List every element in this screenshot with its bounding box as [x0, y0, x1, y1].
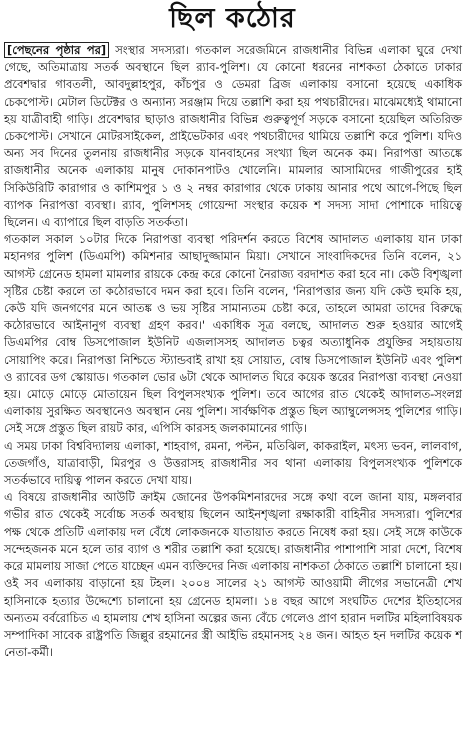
continuation-tag: [পেছনের পৃষ্ঠার পর] [4, 42, 109, 58]
article-body [4, 42, 462, 661]
newspaper-clipping [0, 2, 465, 740]
lead-paragraph [4, 42, 462, 231]
headline: ছিল কঠোর [169, 3, 296, 34]
paragraph: এ সময় ঢাকা বিশ্ববিদ্যালয় এলাকা, শাহবাগ, রমনা, পল্টন, মতিঝিল, কাকরাইল, মৎস্য ভবন, লালবাগ, তেজগাঁও, যাত্রাবাড়ী, মিরপুর ও উত্তরাসহ রাজধানীর সব থানা এলাকায় বিপুলসংখ্যক পুলিশকে সতর্কভাবে দায়িত্ব পালন করতে দেখা যায়। [4, 438, 462, 488]
lead-text: সংস্থার সদস্যরা। গতকাল সরেজমিনে রাজধানীর বিভিন্ন এলাকা ঘুরে দেখা গেছে, অতিমাত্রায় সতর্ক অবস্থানে ছিল র‍্যাব-পুলিশ। যে কোনো ধরনের নাশকতা ঠেকাতে ঢাকার প্রবেশদ্বার গাবতলী, আবদুল্লাহপুর, কাঁচপুর ও ডেমরা ব্রিজ এলাকায় বসানো হয়েছে একাধিক চেকপোস্ট। মেটাল ডিটেক্টর ও অন্যান্য সরঞ্জাম দিয়ে তল্লাশি করা হয় পথচারীদের। মাঝেমধ্যেই থামানো হয় যাত্রীবাহী গাড়ি। প্রবেশদ্বার ছাড়াও রাজধানীর বিভিন্ন গুরুত্বপূর্ণ সড়কে বসানো হয়েছিল অতিরিক্ত চেকপোস্ট। সেখানে মোটরসাইকেল, প্রাইভেটকার এবং পথচারীদের থামিয়ে তল্লাশি করে পুলিশ। যদিও অন্য সব দিনের তুলনায় রাজধানীর সড়কে যানবাহনের সংখ্যা ছিল অনেক কম। নিরাপত্তা আতঙ্কে রাজধানীর অনেক এলাকায় মানুষ দোকানপাটও খোলেনি। মামলার আসামিদের গাজীপুরের হাই সিকিউরিটি কারাগার ও কাশিমপুর ১ ও ২ নম্বর কারাগার থেকে ঢাকায় আনার পথে আগে-পিছে ছিল ব্যাপক নিরাপত্তা ব্যবস্থা। র‍্যাব, পুলিশসহ গোয়েন্দা সংস্থার কয়েক শ সদস্য সাদা পোশাকে দায়িত্বে ছিলেন। এ ব্যাপারে ছিল বাড়তি সতর্কতা। [4, 43, 462, 230]
paragraph: গতকাল সকাল ১০টার দিকে নিরাপত্তা ব্যবস্থা পরিদর্শন করতে বিশেষ আদালত এলাকায় যান ঢাকা মহানগর পুলিশ (ডিএমপি) কমিশনার আছাদুজ্জামান মিয়া। সেখানে সাংবাদিকদের তিনি বলেন, ২১ আগস্ট গ্রেনেড হামলা মামলার রায়কে কেন্দ্র করে কোনো নৈরাজ্য বরদাশত করা হবে না। কেউ বিশৃঙ্খলা সৃষ্টির চেষ্টা করলে তা কঠোরভাবে দমন করা হবে। তিনি বলেন, 'নিরাপত্তার জন্য যদি কেউ হুমকি হয়, কেউ যদি জনগণের মনে আতঙ্ক ও ভয় সৃষ্টির সামান্যতম চেষ্টা করে, তাহলে আমরা তাদের বিরুদ্ধে কঠোরভাবে আইনানুগ ব্যবস্থা গ্রহণ করব।' একাধিক সূত্র বলছে, আদালত শুরু হওয়ার আগেই ডিএমপির বোম্ব ডিসপোজাল ইউনিট এজলাসসহ আদালত চত্বর অত্যাধুনিক প্রযুক্তির সহায়তায় সোয়াপিং করে। নিরাপত্তা নিশ্চিতে স্ট্যান্ডবাই রাখা হয় সোয়াত, বোম্ব ডিসপোজাল ইউনিট এবং পুলিশ ও র‍্যাবের ডগ স্কোয়াড। গতকাল ভোর ৬টা থেকে আদালত ঘিরে কয়েক স্তরের নিরাপত্তা ব্যবস্থা নেওয়া হয়। মোড়ে মোড়ে মোতায়েন ছিল বিপুলসংখ্যক পুলিশ। তবে আগের রাত থেকেই আদালত-সংলগ্ন এলাকায় সুরক্ষিত অবস্থানেও অবস্থান নেয় পুলিশ। সার্বক্ষণিক প্রস্তুত ছিল অ্যাম্বুলেন্সসহ পুলিশের গাড়ি। সেই সঙ্গে প্রস্তুত ছিল রায়ট কার, এপিসি কারসহ জলকামানের গাড়ি। [4, 232, 462, 436]
paragraph: এ বিষয়ে রাজধানীর আউটি ক্রাইম জোনের উপকমিশনারদের সঙ্গে কথা বলে জানা যায়, মঙ্গলবার গভীর রাত থেকেই সর্বোচ্চ সতর্ক অবস্থায় ছিলেন আইনশৃঙ্খলা রক্ষাকারী বাহিনীর সদস্যরা। পুলিশের পক্ষ থেকে প্রতিটি এলাকায় দল বেঁধে লোকজনকে যাতায়াত করতে নিষেধ করা হয়। সেই সঙ্গে কাউকে সন্দেহজনক মনে হলে তার ব্যাগ ও শরীর তল্লাশি করা হয়েছে। রাজধানীর পাশাপাশি সারা দেশে, বিশেষ করে মামলায় সাজা পেতে যাচ্ছেন এমন ব্যক্তিদের নিজ এলাকায় নাশকতা ঠেকাতে তল্লাশি চালানো হয়। ওই সব এলাকায় বাড়ানো হয় টহল। ২০০৪ সালের ২১ আগস্ট আওয়ামী লীগের সভানেত্রী শেখ হাসিনাকে হত্যার উদ্দেশ্যে চালানো হয় গ্রেনেড হামলা। ১৪ বছর আগে সংঘটিত দেশের ইতিহাসের অন্যতম বর্বরোচিত এ হামলায় শেখ হাসিনা অল্পের জন্য বেঁচে গেলেও প্রাণ হারান দলটির মহিলাবিষয়ক সম্পাদিকা সাবেক রাষ্ট্রপতি জিল্লুর রহমানের স্ত্রী আইভি রহমানসহ ২৪ জন। আহত হন দলটির কয়েক শ নেতা-কর্মী। [4, 490, 462, 660]
